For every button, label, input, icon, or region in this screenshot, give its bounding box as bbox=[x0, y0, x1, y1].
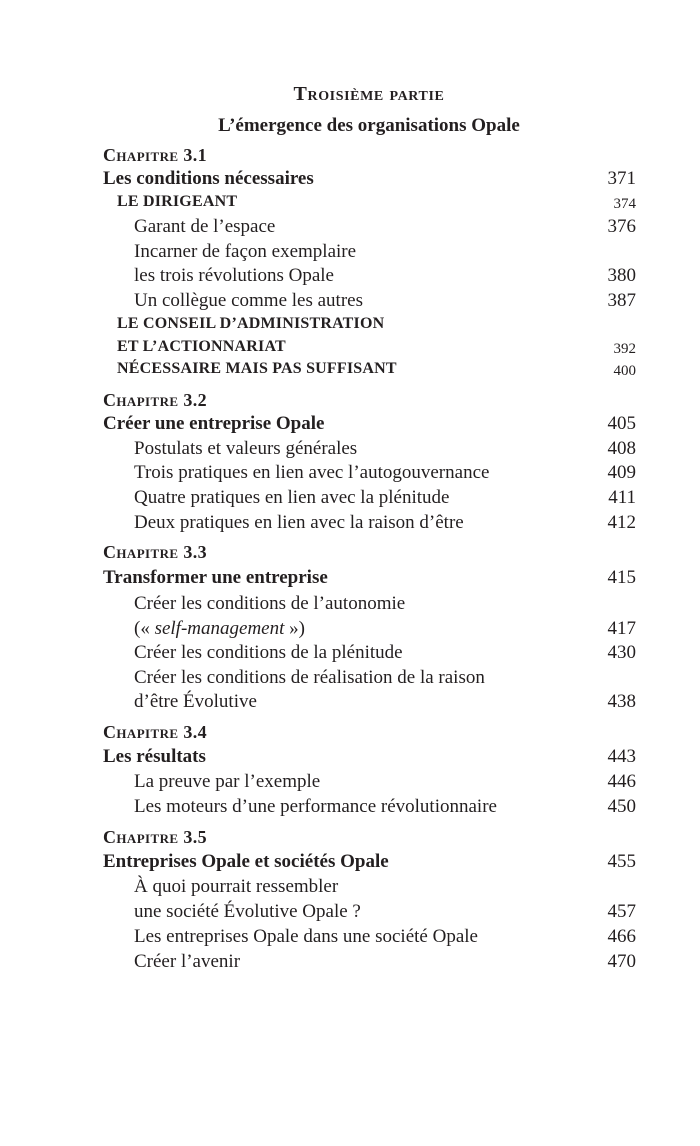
part-subtitle: L’émergence des organisations Opale bbox=[218, 115, 520, 136]
entry-text: Incarner de façon exemplaire bbox=[134, 241, 357, 262]
chapter-title-row bbox=[0, 567, 700, 593]
toc-entry bbox=[0, 691, 700, 717]
page-number: 438 bbox=[607, 691, 636, 712]
chapter-heading bbox=[0, 722, 700, 748]
entry-text: ET L’ACTIONNARIAT bbox=[117, 338, 286, 355]
page-number: 417 bbox=[607, 618, 636, 639]
chapter-title-row bbox=[0, 851, 700, 877]
entry-text: Trois pratiques en lien avec l’autogouvernance bbox=[134, 462, 490, 483]
entry-text: Créer les conditions de réalisation de la raison bbox=[134, 667, 485, 688]
toc-entry bbox=[0, 438, 700, 464]
toc-entry bbox=[0, 642, 700, 668]
entry-text: Chapitre 3.5 bbox=[103, 827, 208, 847]
entry-text: une société Évolutive Opale ? bbox=[134, 901, 361, 922]
page-number: 376 bbox=[607, 216, 636, 237]
entry-text: Transformer une entreprise bbox=[103, 567, 328, 588]
toc-entry bbox=[0, 951, 700, 977]
toc-entry bbox=[0, 265, 700, 291]
entry-text: LE CONSEIL D’ADMINISTRATION bbox=[117, 315, 385, 332]
entry-text: (« self-management ») bbox=[134, 618, 305, 639]
toc-entry bbox=[0, 618, 700, 644]
entry-text: les trois révolutions Opale bbox=[134, 265, 334, 286]
entry-text: LE DIRIGEANT bbox=[117, 193, 238, 210]
page-number: 371 bbox=[607, 168, 636, 189]
entry-text: Créer une entreprise Opale bbox=[103, 413, 325, 434]
entry-text: Quatre pratiques en lien avec la plénitude bbox=[134, 487, 450, 508]
chapter-heading bbox=[0, 542, 700, 568]
entry-text: d’être Évolutive bbox=[134, 691, 257, 712]
page-number: 405 bbox=[607, 413, 636, 434]
entry-text: NÉCESSAIRE MAIS PAS SUFFISANT bbox=[117, 360, 397, 377]
entry-text: Chapitre 3.3 bbox=[103, 542, 208, 562]
entry-text: Chapitre 3.2 bbox=[103, 390, 208, 410]
entry-text: À quoi pourrait ressembler bbox=[134, 876, 339, 897]
chapter-title-row bbox=[0, 746, 700, 772]
page-number: 387 bbox=[607, 290, 636, 311]
page-number: 470 bbox=[607, 951, 636, 972]
page-number: 457 bbox=[607, 901, 636, 922]
toc-entry bbox=[0, 462, 700, 488]
toc-entry bbox=[0, 796, 700, 822]
toc-entry bbox=[0, 216, 700, 242]
page-number: 415 bbox=[607, 567, 636, 588]
entry-text: La preuve par l’exemple bbox=[134, 771, 321, 792]
page-number: 408 bbox=[607, 438, 636, 459]
toc-entry bbox=[0, 512, 700, 538]
entry-text: Les entreprises Opale dans une société Opale bbox=[134, 926, 478, 947]
entry-text: Deux pratiques en lien avec la raison d’être bbox=[134, 512, 464, 533]
toc-entry bbox=[0, 926, 700, 952]
page-number: 411 bbox=[608, 487, 636, 508]
page-number: 443 bbox=[607, 746, 636, 767]
entry-text: Créer les conditions de la plénitude bbox=[134, 642, 403, 663]
entry-text: Créer l’avenir bbox=[134, 951, 241, 972]
part-title: Troisième partie bbox=[293, 83, 445, 105]
page-number: 446 bbox=[607, 771, 636, 792]
chapter-heading bbox=[0, 827, 700, 853]
chapter-title-row bbox=[0, 413, 700, 439]
chapter-title-row bbox=[0, 168, 700, 194]
toc-entry bbox=[0, 876, 700, 902]
page-number: 374 bbox=[613, 196, 636, 212]
entry-text: Un collègue comme les autres bbox=[134, 290, 363, 311]
entry-text: Les moteurs d’une performance révolutionnaire bbox=[134, 796, 497, 817]
toc-entry bbox=[0, 360, 700, 386]
page-number: 455 bbox=[607, 851, 636, 872]
entry-text: Chapitre 3.4 bbox=[103, 722, 208, 742]
page-number: 466 bbox=[607, 926, 636, 947]
entry-text: Chapitre 3.1 bbox=[103, 145, 208, 165]
toc-entry bbox=[0, 771, 700, 797]
entry-text: Les conditions nécessaires bbox=[103, 168, 314, 189]
page-number: 409 bbox=[607, 462, 636, 483]
toc-entry bbox=[0, 487, 700, 513]
toc-entry bbox=[0, 667, 700, 693]
entry-text: Entreprises Opale et sociétés Opale bbox=[103, 851, 389, 872]
toc-entry bbox=[0, 901, 700, 927]
page-number: 380 bbox=[607, 265, 636, 286]
page-number: 450 bbox=[607, 796, 636, 817]
page-number: 392 bbox=[613, 341, 636, 357]
page-number: 412 bbox=[607, 512, 636, 533]
toc-entry bbox=[0, 593, 700, 619]
entry-text: Garant de l’espace bbox=[134, 216, 276, 237]
entry-text: Les résultats bbox=[103, 746, 206, 767]
toc-entry bbox=[0, 290, 700, 316]
toc-entry bbox=[0, 241, 700, 267]
entry-text: Postulats et valeurs générales bbox=[134, 438, 358, 459]
entry-text: Créer les conditions de l’autonomie bbox=[134, 593, 406, 614]
page-number: 430 bbox=[607, 642, 636, 663]
page-number: 400 bbox=[613, 363, 636, 379]
